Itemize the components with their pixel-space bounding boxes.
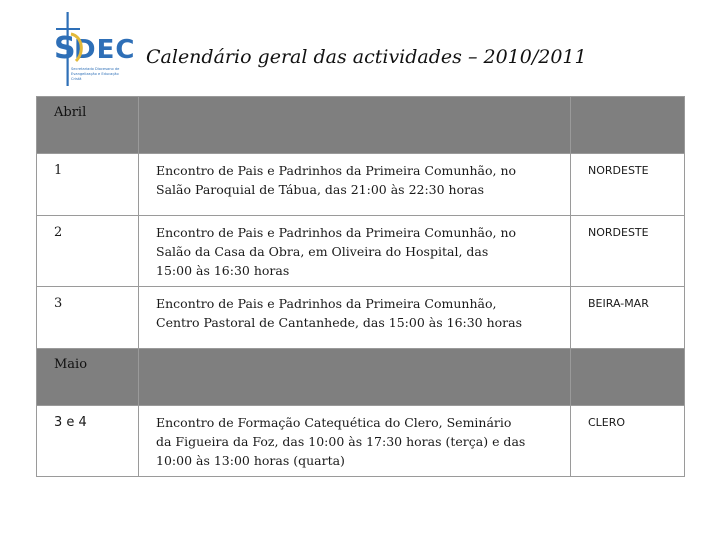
page-title: Calendário geral das actividades – 2010/2011 — [146, 46, 587, 68]
region-cell: NORDESTE — [571, 154, 685, 216]
table-row — [37, 287, 685, 349]
logo-subtitle-2: Evangelização e Educação — [71, 72, 119, 76]
day-cell: 3 e 4 — [37, 406, 139, 477]
description-line: Encontro de Pais e Padrinhos da Primeira Comunhão, — [156, 296, 497, 311]
region-cell: NORDESTE — [571, 216, 685, 287]
month-header-cell — [571, 349, 685, 406]
month-label: Abril — [37, 97, 139, 154]
month-header-cell — [139, 97, 571, 154]
description-cell — [139, 287, 571, 349]
region-cell: CLERO — [571, 406, 685, 477]
description-line: da Figueira da Foz, das 10:00 às 17:30 horas (terça) e das — [156, 434, 526, 449]
description-line: Salão da Casa da Obra, em Oliveira do Hospital, das — [156, 244, 489, 259]
logo-letter-s: S — [54, 31, 76, 66]
logo-subtitle-3: Cristã — [71, 77, 82, 81]
sdec-logo — [52, 12, 136, 98]
description-line: Encontro de Formação Catequética do Clero, Seminário — [156, 415, 512, 430]
month-label: Maio — [37, 349, 139, 406]
description-line: Encontro de Pais e Padrinhos da Primeira Comunhão, no — [156, 225, 517, 240]
description-line: Centro Pastoral de Cantanhede, das 15:00 às 16:30 horas — [156, 315, 523, 330]
description-cell — [139, 406, 571, 477]
description-cell — [139, 154, 571, 216]
logo-letters-dec: DEC — [74, 35, 136, 65]
month-header-row — [37, 349, 685, 406]
day-cell: 1 — [37, 154, 139, 216]
activities-table — [36, 96, 685, 477]
month-header-cell — [139, 349, 571, 406]
description-line: 10:00 às 13:00 horas (quarta) — [156, 453, 345, 468]
logo-cross-horizontal — [56, 28, 80, 30]
description-line: Encontro de Pais e Padrinhos da Primeira Comunhão, no — [156, 163, 517, 178]
table-row — [37, 216, 685, 287]
month-header-cell — [571, 97, 685, 154]
region-cell: BEIRA-MAR — [571, 287, 685, 349]
description-line: 15:00 às 16:30 horas — [156, 263, 290, 278]
month-header-row — [37, 97, 685, 154]
logo-subtitle-1: Secretariado Diocesano de — [71, 67, 120, 71]
day-cell: 3 — [37, 287, 139, 349]
day-cell: 2 — [37, 216, 139, 287]
table-row — [37, 406, 685, 477]
table-row — [37, 154, 685, 216]
description-line: Salão Paroquial de Tábua, das 21:00 às 22:30 horas — [156, 182, 484, 197]
description-cell — [139, 216, 571, 287]
